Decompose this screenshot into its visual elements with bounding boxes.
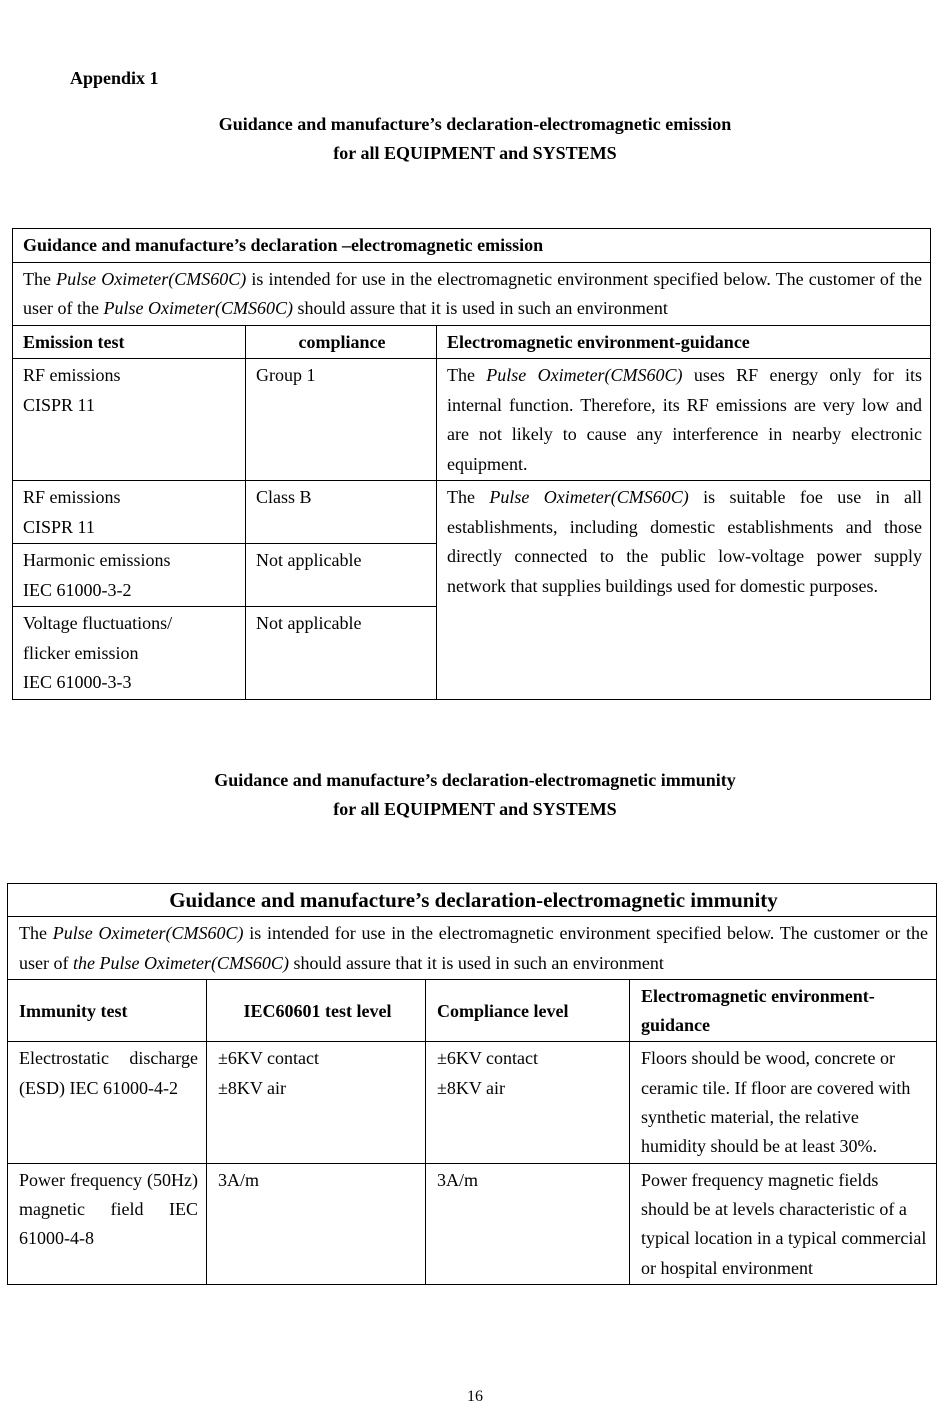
- appendix-label: Appendix 1: [70, 68, 159, 88]
- table-row: [8, 1042, 937, 1163]
- immunity-heading: [0, 766, 950, 824]
- immunity-heading-line1: Guidance and manufacture’s declaration-electromagnetic immunity: [214, 770, 736, 790]
- emission-test-cell: RF emissions CISPR 11: [13, 481, 246, 544]
- table-row: [8, 1163, 937, 1284]
- device-name: Pulse Oximeter(CMS60C): [52, 923, 244, 944]
- immunity-test-cell: Power frequency (50Hz) magnetic field IEC 61000-4-8: [8, 1163, 207, 1284]
- emission-table-intro: The Pulse Oximeter(CMS60C) is intended for use in the electromagnetic environment specified below. The customer of the user of the Pulse Oximeter(CMS60C) should assure that it is used in such an environment: [13, 262, 931, 325]
- header-emission-test: Emission test: [13, 325, 246, 359]
- emission-test-cell: Voltage fluctuations/ flicker emission IEC 61000-3-3: [13, 607, 246, 700]
- emission-test-cell: Harmonic emissions IEC 61000-3-2: [13, 544, 246, 607]
- emission-heading-line1: Guidance and manufacture’s declaration-electromagnetic emission: [218, 114, 732, 134]
- compliance-level-cell: ±6KV contact ±8KV air: [426, 1042, 630, 1163]
- device-name: Pulse Oximeter(CMS60C): [56, 268, 247, 289]
- test-level-cell: ±6KV contact ±8KV air: [207, 1042, 426, 1163]
- guidance-cell: Power frequency magnetic fields should be at levels characteristic of a typical location in a typical commercial or hospital environment: [630, 1163, 937, 1284]
- table-row: [13, 481, 931, 544]
- guidance-cell: The Pulse Oximeter(CMS60C) uses RF energy only for its internal function. Therefore, its RF emissions are very low and are not likely to cause any interference in nearby electronic equipment.: [437, 359, 931, 481]
- header-guidance: Electromagnetic environment-guidance: [437, 325, 931, 359]
- emission-test-cell: RF emissions CISPR 11: [13, 359, 246, 481]
- guidance-cell: The Pulse Oximeter(CMS60C) is suitable foe use in all establishments, including domestic establishments and those directly connected to the public low-voltage power supply network that supplies buildings used for domestic purposes.: [437, 481, 931, 700]
- test-level-cell: 3A/m: [207, 1163, 426, 1284]
- compliance-cell: Class B: [246, 481, 437, 544]
- compliance-cell: Not applicable: [246, 544, 437, 607]
- immunity-table-intro: The Pulse Oximeter(CMS60C) is intended for use in the electromagnetic environment specified below. The customer or the user of the Pulse Oximeter(CMS60C) should assure that it is used in such an environment: [8, 917, 937, 980]
- emission-table: [12, 228, 931, 700]
- emission-header-row: [13, 325, 931, 359]
- compliance-level-cell: 3A/m: [426, 1163, 630, 1284]
- emission-heading-line2: for all EQUIPMENT and SYSTEMS: [333, 143, 617, 163]
- header-compliance-level: Compliance level: [426, 979, 630, 1042]
- header-compliance: compliance: [246, 325, 437, 359]
- compliance-cell: Group 1: [246, 359, 437, 481]
- device-name: Pulse Oximeter(CMS60C): [103, 298, 293, 318]
- immunity-test-cell: Electrostatic discharge (ESD) IEC 61000-4-2: [8, 1042, 207, 1163]
- immunity-table: [7, 883, 937, 1285]
- header-test-level: IEC60601 test level: [207, 979, 426, 1042]
- guidance-cell: Floors should be wood, concrete or ceramic tile. If floor are covered with synthetic material, the relative humidity should be at least 30%.: [630, 1042, 937, 1163]
- emission-table-title: Guidance and manufacture’s declaration –electromagnetic emission: [13, 229, 931, 263]
- compliance-cell: Not applicable: [246, 607, 437, 700]
- header-immunity-test: Immunity test: [8, 979, 207, 1042]
- page-number: 16: [467, 1388, 483, 1405]
- immunity-table-title: Guidance and manufacture’s declaration-electromagnetic immunity: [8, 884, 937, 917]
- immunity-heading-line2: for all EQUIPMENT and SYSTEMS: [333, 799, 617, 819]
- header-environment-guidance: Electromagnetic environment-guidance: [630, 979, 937, 1042]
- emission-heading: [0, 110, 950, 168]
- immunity-header-row: [8, 979, 937, 1042]
- device-name: the Pulse Oximeter(CMS60C): [72, 952, 289, 973]
- table-row: [13, 359, 931, 481]
